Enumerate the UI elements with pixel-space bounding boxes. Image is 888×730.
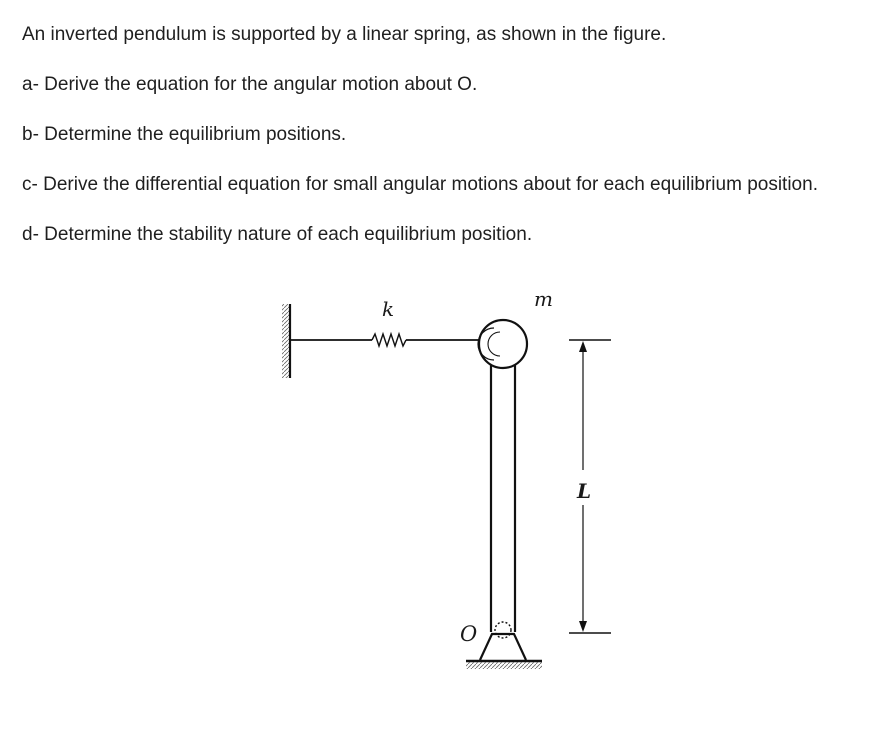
spring (290, 334, 492, 346)
pendulum-rod (491, 364, 515, 632)
part-b-text: b- Determine the equilibrium positions. (22, 124, 347, 145)
part-a-text: a- Derive the equation for the angular motion about O. (22, 74, 478, 95)
spring-label: k (382, 297, 395, 321)
problem-intro: An inverted pendulum is supported by a linear spring, as shown in the figure. (22, 24, 667, 45)
part-d-text: d- Determine the stability nature of each equilibrium position. (22, 224, 533, 245)
mass-label: m (534, 287, 553, 311)
pivot-label: O (460, 622, 478, 646)
part-c-text: c- Derive the differential equation for small angular motions about for each equilibrium position. (22, 174, 818, 195)
mass-bob (478, 320, 527, 368)
wall-support (282, 304, 290, 378)
length-label: L (577, 479, 592, 503)
pivot-support (466, 622, 542, 669)
